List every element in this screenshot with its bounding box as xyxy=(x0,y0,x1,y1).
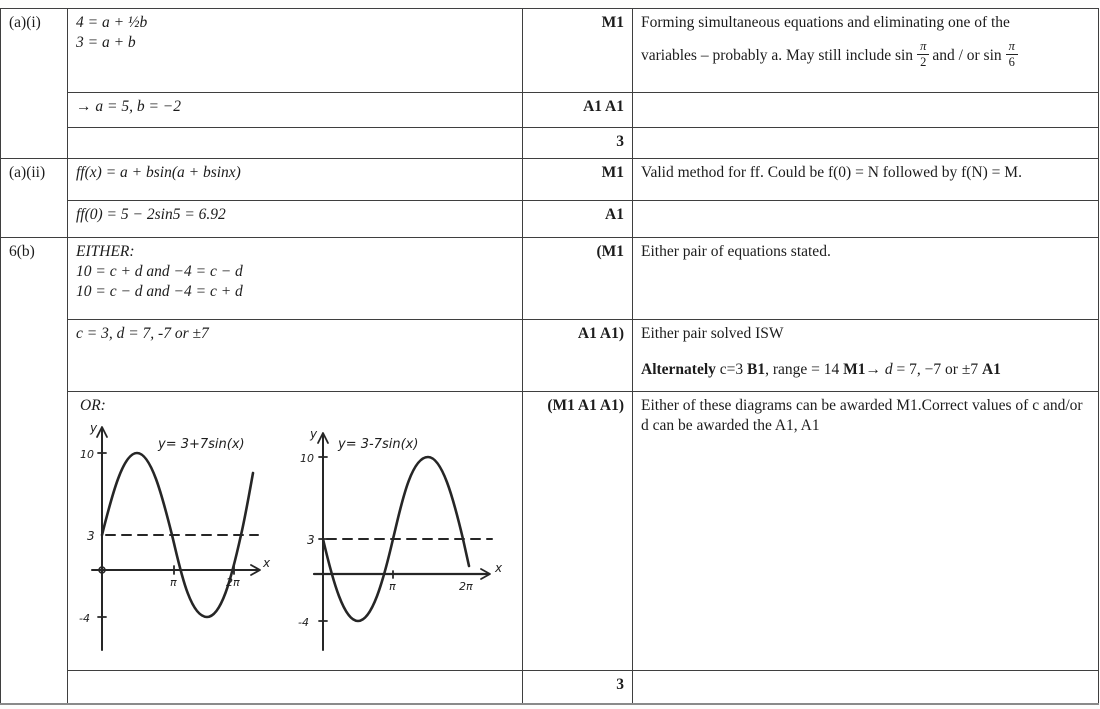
comment-cell xyxy=(633,159,1099,201)
marks-cell xyxy=(523,238,633,320)
working-cell xyxy=(68,9,523,93)
tick-label-2pi: 2π xyxy=(459,580,473,593)
marks-cell xyxy=(523,128,633,159)
tick-label-pi: π xyxy=(389,580,396,593)
question-label-a-i xyxy=(1,9,68,159)
question-label-text: (a)(ii) xyxy=(9,164,46,181)
tick-label-3: 3 xyxy=(307,533,315,547)
tick-label-neg4: -4 xyxy=(298,616,309,629)
working-cell xyxy=(68,671,523,704)
comment-cell xyxy=(633,128,1099,159)
working-cell xyxy=(68,201,523,238)
working-cell xyxy=(68,159,523,201)
comment-cell xyxy=(633,93,1099,128)
tick-label-pi: π xyxy=(170,576,177,589)
y-axis-label: y xyxy=(90,421,98,435)
working-line: ff(0) = 5 − 2sin5 = 6.92 xyxy=(76,206,226,223)
sine-graph-right xyxy=(296,422,506,662)
comment-line: Forming simultaneous equations and eliminating one of the xyxy=(641,14,1010,31)
comment-text: , range = 14 xyxy=(765,361,844,379)
question-label-text: 6(b) xyxy=(9,243,35,260)
marks-value: M1 xyxy=(601,164,624,181)
marks-cell xyxy=(523,93,633,128)
working-line: 10 = c − d and −4 = c + d xyxy=(76,283,243,301)
y-axis-label: y xyxy=(310,427,318,441)
comment-line xyxy=(641,40,1090,73)
fraction-pi-over-2: $\frac{\pi}{2}$ xyxy=(917,40,929,69)
comment-cell xyxy=(633,392,1099,671)
x-axis-label: x xyxy=(263,556,271,570)
working-cell xyxy=(68,128,523,159)
tick-label-neg4: -4 xyxy=(79,612,90,625)
sine-graph-left xyxy=(74,418,274,658)
comment-text: and / or sin xyxy=(932,47,1002,65)
marks-total: 3 xyxy=(616,133,624,150)
working-cell-diagrams xyxy=(68,392,523,671)
comment-alternate-line xyxy=(641,360,1090,380)
comment-cell xyxy=(633,201,1099,238)
working-cell xyxy=(68,93,523,128)
x-axis-label: x xyxy=(495,561,503,575)
marks-value: (M1 A1 A1) xyxy=(547,397,624,414)
curve-equation-label: y= 3+7sin(x) xyxy=(158,437,245,452)
marks-value: A1 A1 xyxy=(583,98,624,115)
marks-cell xyxy=(523,159,633,201)
marks-cell xyxy=(523,201,633,238)
comment-text: Alternately xyxy=(641,361,716,379)
curve-equation-label: y= 3-7sin(x) xyxy=(338,437,419,452)
working-line: 10 = c + d and −4 = c − d xyxy=(76,263,243,281)
marks-value: A1 xyxy=(605,206,624,223)
mark-scheme-table xyxy=(0,8,1099,705)
tick-label-2pi: 2π xyxy=(226,576,240,589)
working-cell xyxy=(68,238,523,320)
comment-text: c=3 xyxy=(715,361,748,379)
comment-text: variables – probably a. May still include sin xyxy=(641,47,914,65)
comment-cell xyxy=(633,671,1099,704)
comment-cell xyxy=(633,320,1099,392)
tick-label-10: 10 xyxy=(80,448,94,461)
marks-cell xyxy=(523,9,633,93)
marks-total: 3 xyxy=(616,676,624,693)
question-label-text: (a)(i) xyxy=(9,14,41,31)
working-cell xyxy=(68,320,523,392)
comment-line: Valid method for ff. Could be f(0) = N followed by f(N) = M. xyxy=(641,164,1022,181)
fraction-pi-over-6: $\frac{\pi}{6}$ xyxy=(1006,40,1018,69)
marks-cell xyxy=(523,671,633,704)
working-line: 4 = a + ½b xyxy=(76,14,148,31)
either-heading: EITHER: xyxy=(76,243,135,260)
working-line: → a = 5, b = −2 xyxy=(76,98,182,115)
comment-line: Either pair solved ISW xyxy=(641,325,784,342)
marks-value: A1 A1) xyxy=(577,325,624,342)
comment-text: d xyxy=(884,361,893,379)
comment-text: A1 xyxy=(981,361,1001,379)
marks-value: (M1 xyxy=(596,243,624,260)
question-label-a-ii xyxy=(1,159,68,238)
comment-text: B1 xyxy=(747,361,766,379)
question-label-6b xyxy=(1,238,68,704)
marks-cell xyxy=(523,392,633,671)
working-line: c = 3, d = 7, -7 or ±7 xyxy=(76,325,209,342)
comment-text: M1 xyxy=(843,361,866,379)
or-heading: OR: xyxy=(80,397,106,414)
comment-line: Either of these diagrams can be awarded M1.Correct values of c and/or d can be awarded the A1, A1 xyxy=(641,397,1083,435)
tick-label-10: 10 xyxy=(300,452,314,465)
comment-cell xyxy=(633,238,1099,320)
comment-text: → xyxy=(865,361,885,379)
working-line: ff(x) = a + bsin(a + bsinx) xyxy=(76,164,241,181)
marks-value: M1 xyxy=(601,14,624,31)
comment-text: = 7, −7 or ±7 xyxy=(892,361,982,379)
comment-line: Either pair of equations stated. xyxy=(641,243,831,260)
working-line: 3 = a + b xyxy=(76,34,136,52)
marks-cell xyxy=(523,320,633,392)
comment-cell xyxy=(633,9,1099,93)
tick-label-3: 3 xyxy=(87,529,95,543)
